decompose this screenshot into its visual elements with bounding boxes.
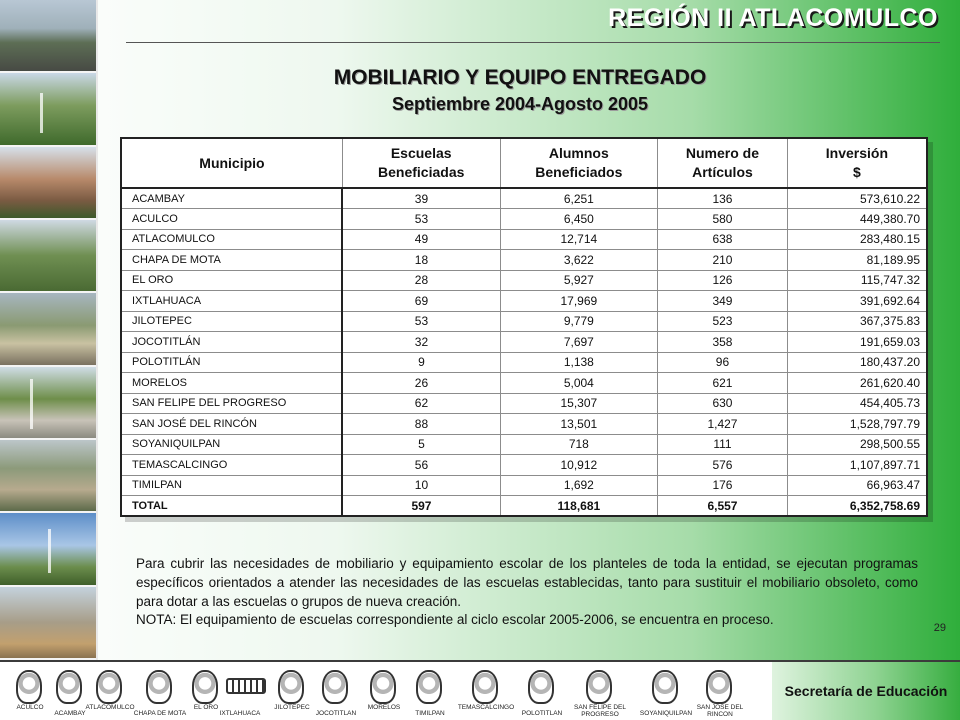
cell-municipio: EL ORO (121, 270, 342, 291)
municipality-logo-icon (16, 670, 42, 704)
table-row (121, 332, 927, 353)
municipality-logo-icon (706, 670, 732, 704)
municipality-logo-icon (146, 670, 172, 704)
cell-escuelas: 32 (342, 332, 500, 353)
cell-escuelas: 39 (342, 188, 500, 209)
cell-alumnos: 7,697 (500, 332, 658, 353)
table-row (121, 393, 927, 414)
municipality-logo-icon (96, 670, 122, 704)
cell-alumnos: 13,501 (500, 414, 658, 435)
cell-articulos: 349 (658, 291, 788, 312)
cell-inversion: 454,405.73 (787, 393, 927, 414)
cell-articulos: 96 (658, 352, 788, 373)
cell-escuelas: 53 (342, 311, 500, 332)
mobiliario-table (120, 137, 928, 517)
municipality-logo-icon (472, 670, 498, 704)
cell-alumnos: 718 (500, 434, 658, 455)
photo-road-icon (0, 0, 96, 73)
cell-articulos: 136 (658, 188, 788, 209)
cell-municipio: SOYANIQUILPAN (121, 434, 342, 455)
cell-escuelas: 62 (342, 393, 500, 414)
cell-inversion: 1,107,897.71 (787, 455, 927, 476)
cell-escuelas: 53 (342, 209, 500, 230)
cell-escuelas: 49 (342, 229, 500, 250)
table-row (121, 475, 927, 496)
municipality-logo-icon (416, 670, 442, 704)
photo-kiosk-icon (0, 367, 96, 440)
cell-articulos: 638 (658, 229, 788, 250)
page-title: MOBILIARIO Y EQUIPO ENTREGADO (333, 66, 707, 89)
table-row (121, 311, 927, 332)
cell-municipio: JOCOTITLÁN (121, 332, 342, 353)
photo-town-icon (0, 440, 96, 513)
cell-municipio: IXTLAHUACA (121, 291, 342, 312)
cell-escuelas: 5 (342, 434, 500, 455)
region-title: REGIÓN II ATLACOMULCO (608, 4, 938, 32)
cell-inversion: 391,692.64 (787, 291, 927, 312)
header-articulos: Numero de Artículos (658, 138, 788, 188)
municipality-logo-label: SAN JOSE DEL RINCON (696, 704, 744, 718)
photo-church-icon (0, 147, 96, 220)
cell-municipio: MORELOS (121, 373, 342, 394)
municipality-logo-label: ATLACOMULCO (85, 704, 135, 711)
municipality-logo-icon (528, 670, 554, 704)
table-total-row (121, 496, 927, 517)
municipality-logo-label: CHAPA DE MOTA (133, 710, 187, 717)
cell-articulos: 6,557 (658, 496, 788, 517)
cell-articulos: 126 (658, 270, 788, 291)
cell-alumnos: 1,692 (500, 475, 658, 496)
cell-escuelas: 10 (342, 475, 500, 496)
table-row (121, 209, 927, 230)
municipality-logo-label: SOYANIQUILPAN (639, 710, 693, 717)
municipality-logo-label: POLOTITLAN (521, 710, 563, 717)
table-body (121, 188, 927, 516)
table-row (121, 250, 927, 271)
cell-alumnos: 10,912 (500, 455, 658, 476)
cell-inversion: 573,610.22 (787, 188, 927, 209)
municipality-logo-icon (322, 670, 348, 704)
municipality-logo-label: TEMASCALCINGO (457, 704, 515, 711)
cell-alumnos: 3,622 (500, 250, 658, 271)
table-row (121, 373, 927, 394)
municipality-logo-label: SAN FELIPE DEL PROGRESO (573, 704, 627, 718)
cell-municipio: CHAPA DE MOTA (121, 250, 342, 271)
cell-alumnos: 6,450 (500, 209, 658, 230)
table-row (121, 352, 927, 373)
cell-alumnos: 1,138 (500, 352, 658, 373)
secretaria-de-educacion (772, 662, 960, 720)
municipality-logo-label: MORELOS (367, 704, 401, 711)
municipality-logo-label: IXTLAHUACA (219, 710, 261, 717)
title-divider (126, 42, 940, 43)
municipality-logo-icon (56, 670, 82, 704)
footer (0, 660, 960, 720)
cell-municipio: JILOTEPEC (121, 311, 342, 332)
cell-inversion: 449,380.70 (787, 209, 927, 230)
municipality-logo-label: JILOTEPEC (274, 704, 310, 711)
header-escuelas: Escuelas Beneficiadas (342, 138, 500, 188)
photo-landscape-icon (0, 587, 96, 660)
cell-articulos: 580 (658, 209, 788, 230)
cell-alumnos: 15,307 (500, 393, 658, 414)
cell-inversion: 367,375.83 (787, 311, 927, 332)
cell-municipio: TOTAL (121, 496, 342, 517)
cell-inversion: 1,528,797.79 (787, 414, 927, 435)
page-subtitle: Septiembre 2004-Agosto 2005 (391, 94, 649, 114)
cell-inversion: 66,963.47 (787, 475, 927, 496)
cell-inversion: 283,480.15 (787, 229, 927, 250)
cell-alumnos: 5,004 (500, 373, 658, 394)
municipality-logo-label: TIMILPAN (415, 710, 445, 717)
secretaria-label: Secretaría de Educación (784, 683, 948, 699)
cell-articulos: 111 (658, 434, 788, 455)
cell-articulos: 210 (658, 250, 788, 271)
cell-escuelas: 18 (342, 250, 500, 271)
table-row (121, 291, 927, 312)
cell-municipio: TIMILPAN (121, 475, 342, 496)
cell-escuelas: 88 (342, 414, 500, 435)
cell-inversion: 6,352,758.69 (787, 496, 927, 517)
table-row (121, 188, 927, 209)
municipality-logo-label: ACULCO (16, 704, 44, 711)
cell-alumnos: 5,927 (500, 270, 658, 291)
cell-inversion: 180,437.20 (787, 352, 927, 373)
cell-escuelas: 69 (342, 291, 500, 312)
cell-municipio: ATLACOMULCO (121, 229, 342, 250)
table-row (121, 414, 927, 435)
header-alumnos: Alumnos Beneficiados (500, 138, 658, 188)
table-row (121, 434, 927, 455)
municipality-logo-label: EL ORO (193, 704, 219, 711)
cell-municipio: TEMASCALCINGO (121, 455, 342, 476)
cell-municipio: POLOTITLÁN (121, 352, 342, 373)
description-paragraph: Para cubrir las necesidades de mobiliario y equipamiento escolar de los planteles de toda la entidad, se ejecutan programas específicos orientados a atender las necesidades de las escuelas establecidas, tanto para sustituir el mobiliario obsoleto, como para dotar a las escuelas o grupos de nueva creación. (136, 556, 918, 609)
cell-alumnos: 118,681 (500, 496, 658, 517)
table-row (121, 270, 927, 291)
cell-articulos: 176 (658, 475, 788, 496)
municipality-logo-icon (192, 670, 218, 704)
cell-articulos: 630 (658, 393, 788, 414)
cell-articulos: 576 (658, 455, 788, 476)
municipality-logo-icon (278, 670, 304, 704)
photo-tower-icon (0, 513, 96, 586)
municipality-logo-icon (586, 670, 612, 704)
cell-municipio: SAN JOSÉ DEL RINCÓN (121, 414, 342, 435)
cell-alumnos: 6,251 (500, 188, 658, 209)
cell-inversion: 261,620.40 (787, 373, 927, 394)
cell-escuelas: 56 (342, 455, 500, 476)
municipality-logo-icon (370, 670, 396, 704)
table-header-row (121, 138, 927, 188)
cell-alumnos: 9,779 (500, 311, 658, 332)
table-row (121, 229, 927, 250)
header-municipio: Municipio (121, 138, 342, 188)
header-inversion: Inversión $ (787, 138, 927, 188)
cell-articulos: 523 (658, 311, 788, 332)
cell-municipio: ACAMBAY (121, 188, 342, 209)
cell-articulos: 1,427 (658, 414, 788, 435)
cell-escuelas: 597 (342, 496, 500, 517)
municipality-logo-label: JOCOTITLAN (315, 710, 357, 717)
cell-articulos: 358 (658, 332, 788, 353)
cell-inversion: 191,659.03 (787, 332, 927, 353)
cell-escuelas: 9 (342, 352, 500, 373)
municipality-logo-label: ACAMBAY (54, 710, 86, 717)
municipality-logo-icon (226, 678, 266, 694)
cell-inversion: 81,189.95 (787, 250, 927, 271)
page-number: 29 (933, 622, 946, 634)
cell-inversion: 298,500.55 (787, 434, 927, 455)
table-row (121, 455, 927, 476)
note-text: NOTA: El equipamiento de escuelas correspondiente al ciclo escolar 2005-2006, se encuentra en proceso. (136, 612, 774, 627)
cell-escuelas: 28 (342, 270, 500, 291)
cell-municipio: ACULCO (121, 209, 342, 230)
cell-municipio: SAN FELIPE DEL PROGRESO (121, 393, 342, 414)
photo-plaza-icon (0, 293, 96, 366)
cell-alumnos: 12,714 (500, 229, 658, 250)
municipality-logo-icon (652, 670, 678, 704)
cell-articulos: 621 (658, 373, 788, 394)
cell-alumnos: 17,969 (500, 291, 658, 312)
cell-escuelas: 26 (342, 373, 500, 394)
cell-inversion: 115,747.32 (787, 270, 927, 291)
photo-park-icon (0, 220, 96, 293)
